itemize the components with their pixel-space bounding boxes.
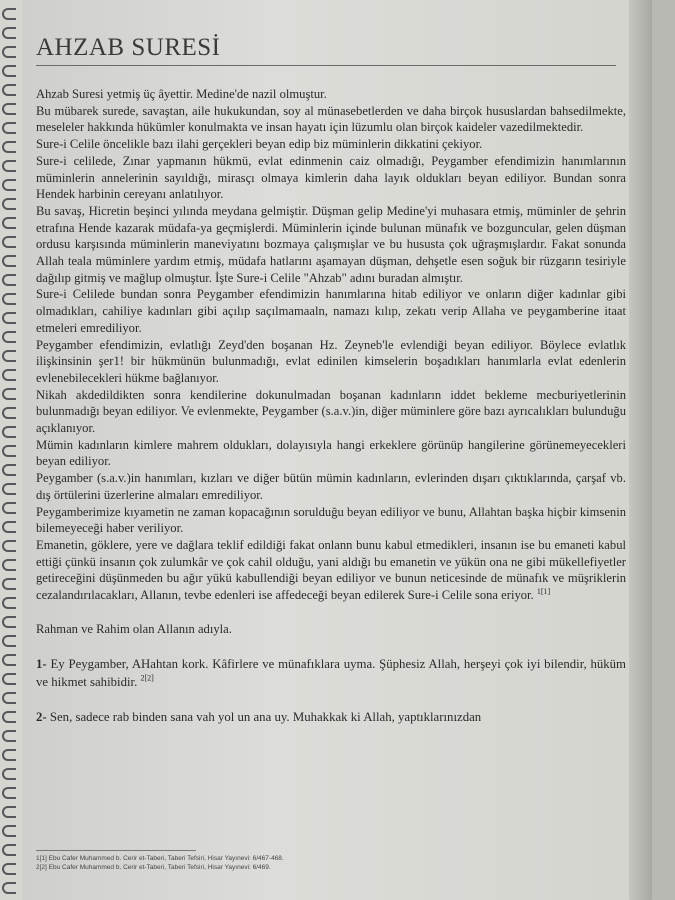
paragraph: Ahzab Suresi yetmiş üç âyettir. Medine'de nazil olmuştur. <box>36 87 327 101</box>
page-title: AHZAB SURESİ <box>36 34 221 61</box>
paragraph: Bu savaş, Hicretin beşinci yılında meydana gelmiştir. Düşman gelip Medine'yi muhasara etmiş, müminler de şehrin etrafına Hende kazarak müdafa-ya geçmişlerdi. Müminlerin içinde bulunan münafık ve bozguncular, gelen düşman ordusu karşısında müminlerin maneviyatını bozmaya çalışmışlar ve bu hususta çok uğraşmışlardır. Fakat sonunda Allah teala müminlere yardım etmiş, müdafa hatlarını aşamayan düşman, dehşetle esen soğuk bir rüzgarın tesiriyle dağılıp gitmiş ve mağlup olmuştur. İşte Sure-i Celile "Ahzab" adını buradan almıştır. <box>36 203 626 285</box>
binding-ring <box>2 882 16 894</box>
binding-ring <box>2 160 16 172</box>
footnote-ref[interactable]: 1[1] <box>536 586 551 596</box>
paragraph: Peygamber efendimizin, evlatlığı Zeyd'den boşanan Hz. Zeyneb'le evlendiği beyan ediliyor. Böylece evlatlık ilişkinsinin şer1! bir hükmünün bulunmadığı, evlat edinilen kimselerin boşadıkları hanımlarla evlat edenlerin evlenebilecekleri hükme bağlanıyor. <box>36 337 626 385</box>
binding-ring <box>2 84 16 96</box>
binding-ring <box>2 540 16 552</box>
binding-ring <box>2 502 16 514</box>
binding-ring <box>2 312 16 324</box>
binding-ring <box>2 274 16 286</box>
binding-ring <box>2 635 16 647</box>
footnote-rule <box>36 850 196 851</box>
paragraph: Nikah akdedildikten sonra kendilerine dokunulmadan boşanan kadınların iddet bekleme mecburiyetlerinin bulunmadığı beyan ediliyor. Ve evlenmekte, Peygamber (s.a.v.)in, diğer müminlere göre bazı ayrıcalıkları bulunduğu açıklanıyor. <box>36 387 626 436</box>
binding-ring <box>2 255 16 267</box>
binding-ring <box>2 521 16 533</box>
binding-ring <box>2 654 16 666</box>
book-page <box>22 0 652 900</box>
binding-ring <box>2 103 16 115</box>
binding-ring <box>2 426 16 438</box>
verse <box>36 708 626 726</box>
binding-ring <box>2 331 16 343</box>
verse-number: 1- <box>36 656 47 671</box>
footnotes <box>36 855 284 872</box>
binding-ring <box>2 236 16 248</box>
binding-ring <box>2 350 16 362</box>
binding-ring <box>2 730 16 742</box>
page-content <box>36 34 626 726</box>
verse-number: 2- <box>36 709 47 724</box>
binding-ring <box>2 217 16 229</box>
verse <box>36 655 626 691</box>
footnote: 2[2] Ebu Cafer Muhammed b. Cerir et-Taberi, Taberi Tefsiri, Hisar Yayınevi: 6/469. <box>36 863 271 871</box>
binding-ring <box>2 46 16 58</box>
paragraph: Sure-i Celile öncelikle bazı ilahi gerçekleri beyan edip biz müminlerin dikkatini çekiyor. <box>36 137 483 152</box>
binding-ring <box>2 578 16 590</box>
paragraph: Sure-i Celilede bundan sonra Peygamber efendimizin hanımlarına hitab ediliyor ve onların diğer kadınlar gibi olmadıkları, cahiliye kadınları gibi açılıp saçılmamaaln, namazı kılıp, zekatı verip Allaha ve peygamberine itaat etmeleri emrediliyor. <box>36 287 626 335</box>
verse-text: Sen, sadece rab binden sana vah yol un ana uy. Muhakkak ki Allah, yaptıklarınızdan <box>49 709 482 724</box>
paragraph: Peygamberimize kıyametin ne zaman kopacağının sorulduğu beyan ediliyor ve bunu, Allahtan başka hiçbir kimsenin bilemeyeceği haber veriliyor. <box>36 504 626 536</box>
paragraph-last <box>36 537 626 604</box>
binding-ring <box>2 844 16 856</box>
binding-ring <box>2 768 16 780</box>
paragraph: Bu mübarek surede, savaştan, aile hukukundan, soy al münasebetlerden ve daha birçok hususlardan bahsedilmekte, meseleler hakkında hükümler konulmakta ve insan hayatı için lüzumlu olan birçok kaideler vazedilmektedir. <box>36 103 626 135</box>
footnote-ref[interactable]: 2[2] <box>140 673 154 683</box>
binding-ring <box>2 559 16 571</box>
binding-ring <box>2 141 16 153</box>
binding-ring <box>2 673 16 685</box>
binding-ring <box>2 749 16 761</box>
binding-ring <box>2 597 16 609</box>
binding-ring <box>2 787 16 799</box>
intro-body <box>36 86 626 726</box>
binding-ring <box>2 483 16 495</box>
paragraph-text: Emanetin, göklere, yere ve dağlara teklif edildiği fakat onlann bunu kabul etmedikleri, insanın ise bu emaneti kabul ettiği çünkü insanın çok zulumkâr ve çok cahil olduğu, yani aldığı bu emanetin ve yükün ona ne gibi mükellefiyetler getireceğini düşünmeden bu ağır yükü kabullendiği beyan ediliyor ve bunun neticesinde de münafık ve müşriklerin cezalandırılacakları, Allanın, tevbe edenleri ise affedeceği beyan edilerek Sure-i Celile sona eriyor. <box>36 537 626 603</box>
binding-ring <box>2 806 16 818</box>
binding-ring <box>2 65 16 77</box>
binding-ring <box>2 692 16 704</box>
binding-ring <box>2 8 16 20</box>
binding-ring <box>2 825 16 837</box>
verse-text: Ey Peygamber, AHahtan kork. Kâfirlere ve münafıklara uyma. Şüphesiz Allah, herşeyi çok iyi bilendir, hüküm ve hikmet sahibidir. <box>36 656 626 689</box>
binding-ring <box>2 464 16 476</box>
binding-ring <box>2 863 16 875</box>
paragraph: Sure-i celilede, Zınar yapmanın hükmü, evlat edinmenin caiz olmadığı, Peygamber efendimizin hanımlarının müminlerin annelerinin sayıldığı, mirasçı olmaya kimlerin daha layık oldukları beyan ediliyor. Bundan sonra Hendek harbinin cereyanı anlatılıyor. <box>36 153 626 202</box>
paragraph: Mümin kadınların kimlere mahrem oldukları, dolayısıyla hangi erkeklere görünüp hangilerine görünemeyecekleri beyan ediliyor. <box>36 437 626 469</box>
footnote: 1[1] Ebu Cafer Muhammed b. Cerir et-Taberi, Taberi Tefsiri, Hisar Yayınevi: 6/467-468. <box>36 855 284 862</box>
binding-ring <box>2 407 16 419</box>
binding-ring <box>2 445 16 457</box>
spiral-binding <box>0 0 22 900</box>
binding-ring <box>2 711 16 723</box>
title-rule <box>36 65 616 66</box>
binding-ring <box>2 388 16 400</box>
binding-ring <box>2 179 16 191</box>
binding-ring <box>2 198 16 210</box>
binding-ring <box>2 122 16 134</box>
basmala: Rahman ve Rahim olan Allanın adıyla. <box>36 621 232 636</box>
page-edge <box>629 0 652 900</box>
paragraph: Peygamber (s.a.v.)in hanımları, kızları ve diğer bütün mümin kadınların, evlerinden dışarı çıktıklarında, çarşaf vb. dış örtülerini üzerlerine almaları emrediliyor. <box>36 471 626 502</box>
binding-ring <box>2 27 16 39</box>
binding-ring <box>2 369 16 381</box>
binding-ring <box>2 616 16 628</box>
binding-ring <box>2 293 16 305</box>
